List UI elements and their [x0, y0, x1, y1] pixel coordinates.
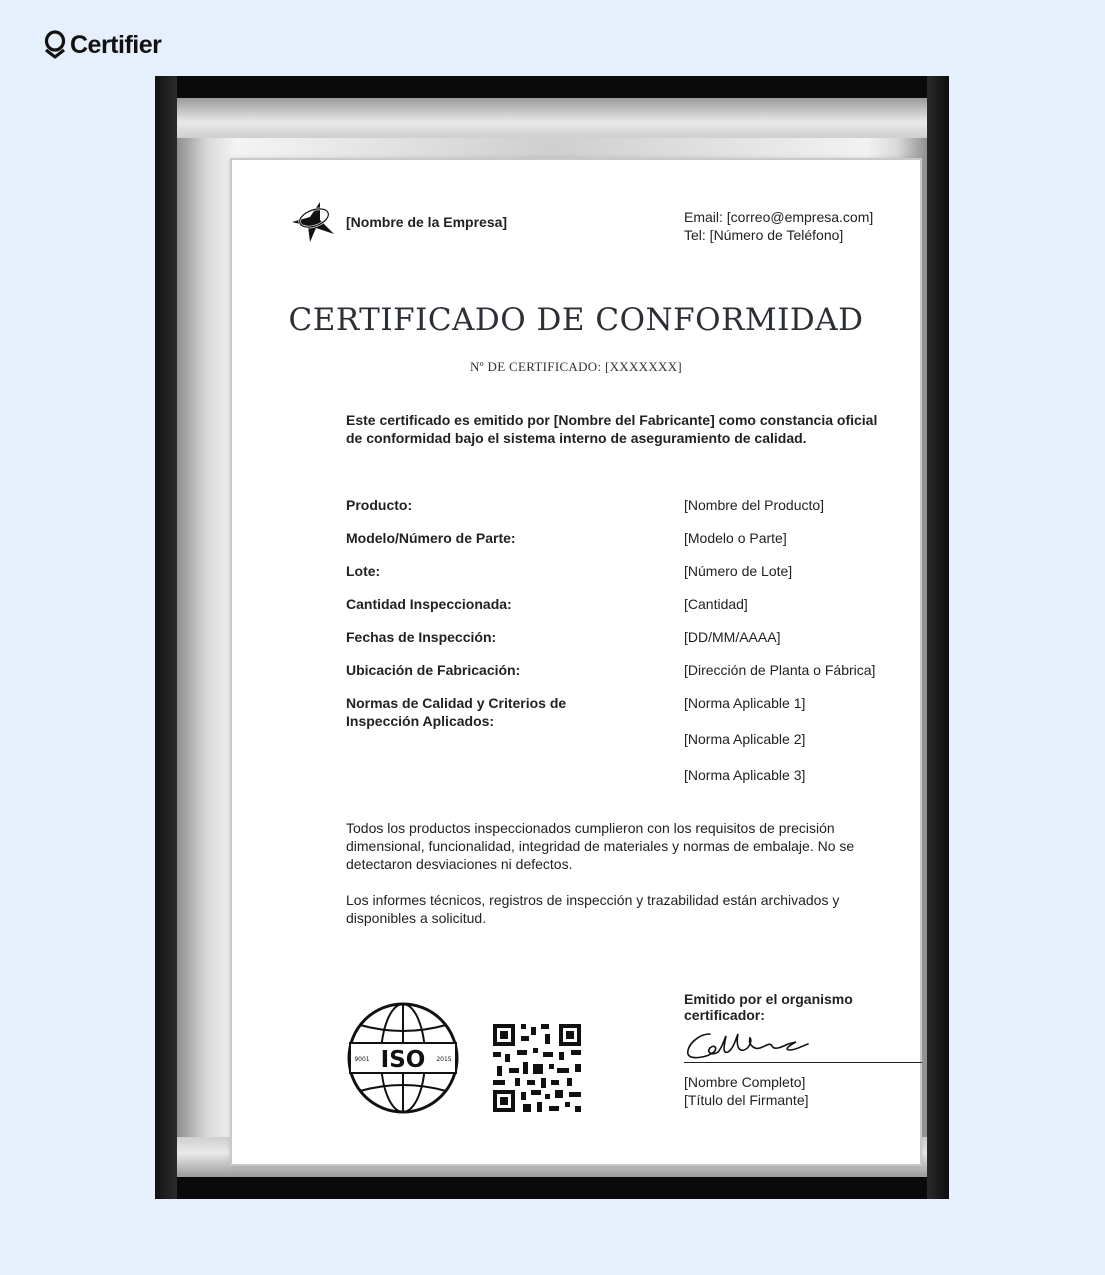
mat-top-edge — [177, 98, 927, 138]
records-paragraph — [346, 891, 916, 927]
certifier-logo-icon — [44, 30, 66, 60]
detail-value: [Dirección de Planta o Fábrica] — [684, 662, 876, 678]
certificate-paper — [232, 160, 920, 1164]
detail-label: Producto: — [346, 497, 413, 513]
standards-label-line: Normas de Calidad y Criterios de — [346, 695, 567, 711]
paragraph-line: dimensional, funcionalidad, integridad de materiales y normas de embalaje. No se — [346, 838, 855, 854]
detail-value: [Cantidad] — [684, 596, 748, 612]
detail-label: Lote: — [346, 563, 381, 579]
detail-label: Cantidad Inspeccionada: — [346, 596, 512, 612]
frame-edge-left — [155, 76, 177, 1199]
detail-value: [Nombre del Producto] — [684, 497, 825, 513]
certifier-brand[interactable] — [44, 30, 161, 60]
detail-label: Ubicación de Fabricación: — [346, 662, 521, 678]
detail-label: Fechas de Inspección: — [346, 629, 497, 645]
iso-seal-icon — [346, 1001, 460, 1115]
signer-block — [684, 1073, 809, 1109]
contact-email: Email: [correo@empresa.com] — [684, 209, 874, 225]
iso-seal-left-number: 9001 — [354, 1056, 370, 1063]
company-name: [Nombre de la Empresa] — [346, 214, 508, 230]
standard-value: [Norma Aplicable 2] — [684, 731, 806, 747]
certificate-number: Nº DE CERTIFICADO: [XXXXXXX] — [469, 359, 683, 374]
intro-line: de conformidad bajo el sistema interno de aseguramiento de calidad. — [346, 430, 807, 446]
standards-label-line: Inspección Aplicados: — [346, 713, 495, 729]
qr-code-icon[interactable] — [493, 1024, 581, 1112]
frame-edge-right — [927, 76, 949, 1199]
contact-phone: Tel: [Número de Teléfono] — [684, 227, 844, 243]
star-orbit-icon — [290, 200, 338, 244]
silver-mat — [177, 98, 927, 1177]
conformity-paragraph — [346, 819, 916, 873]
signature-image — [684, 1022, 816, 1066]
iso-seal-right-number: 2015 — [436, 1056, 452, 1063]
signer-title: [Título del Firmante] — [684, 1092, 809, 1108]
detail-value: [DD/MM/AAAA] — [684, 629, 781, 645]
detail-value: [Número de Lote] — [684, 563, 793, 579]
signature-line — [684, 1062, 922, 1063]
detail-label: Modelo/Número de Parte: — [346, 530, 516, 546]
iso-seal-text: ISO — [380, 1047, 426, 1073]
standards-label — [346, 694, 606, 730]
certificate-title: CERTIFICADO DE CONFORMIDAD — [288, 302, 864, 338]
paragraph-line: Todos los productos inspeccionados cumplieron con los requisitos de precisión — [346, 820, 835, 836]
paragraph-line: disponibles a solicitud. — [346, 910, 487, 926]
standard-value: [Norma Aplicable 1] — [684, 695, 806, 711]
contact-block — [684, 208, 873, 244]
paragraph-line: detectaron desviaciones ni defectos. — [346, 856, 573, 872]
paragraph-line: Los informes técnicos, registros de inspección y trazabilidad están archivados y — [346, 892, 840, 908]
standard-value: [Norma Aplicable 3] — [684, 767, 806, 783]
detail-value: [Modelo o Parte] — [684, 530, 787, 546]
certificate-frame — [155, 76, 949, 1199]
signer-name: [Nombre Completo] — [684, 1074, 806, 1090]
issued-by-label: Emitido por el organismo certificador: — [684, 991, 853, 1023]
intro-text — [346, 411, 906, 447]
brand-name: Certifier — [70, 30, 162, 59]
intro-line: Este certificado es emitido por [Nombre del Fabricante] como constancia oficial — [346, 412, 878, 428]
